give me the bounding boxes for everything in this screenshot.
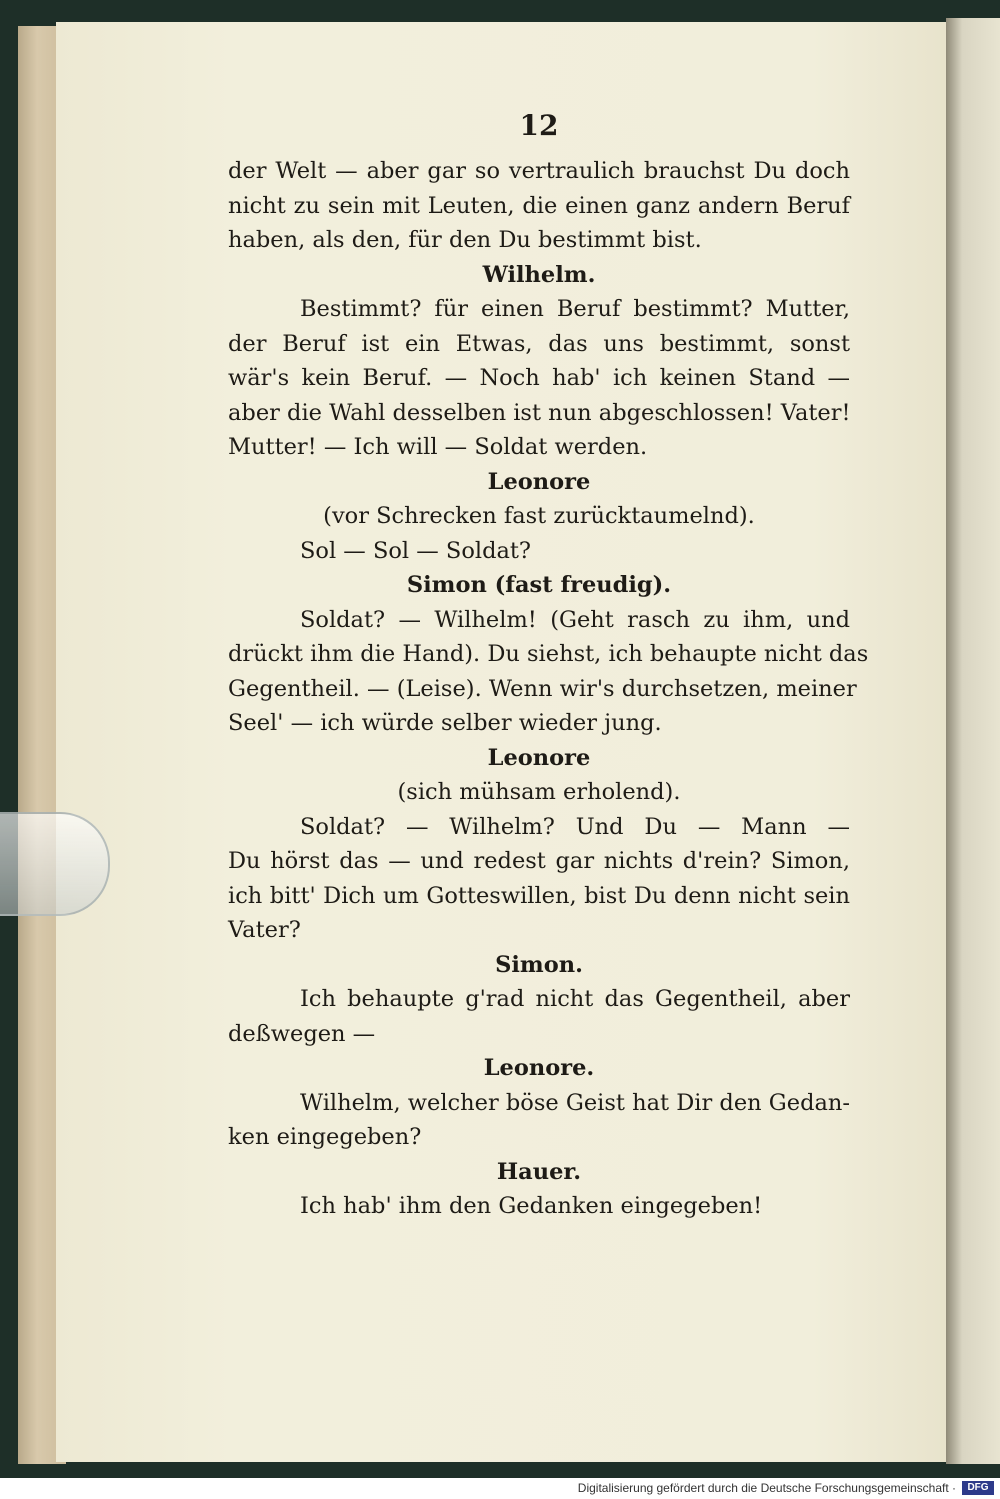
text-lines: [228, 154, 869, 1224]
text-line: Gegentheil. — (Leise). Wenn wir's durchsetzen, meiner: [228, 675, 857, 702]
text-line: Ich hab' ihm den Gedanken eingegeben!: [300, 1193, 763, 1219]
text-line: Soldat? — Wilhelm? Und Du — Mann —: [300, 813, 850, 840]
text-line: ich bitt' Dich um Gotteswillen, bist Du denn nicht sein: [228, 882, 850, 909]
text-line: Soldat? — Wilhelm! (Geht rasch zu ihm, und: [300, 606, 850, 633]
text-line: ken eingegeben?: [228, 1124, 422, 1150]
funding-credit: Digitalisierung gefördert durch die Deutsche Forschungsgemeinschaft ·: [577, 1481, 956, 1495]
text-line: Mutter! — Ich will — Soldat werden.: [228, 434, 648, 460]
text-line: aber die Wahl desselben ist nun abgeschlossen! Vater!: [228, 399, 851, 426]
dfg-logo-icon: DFG: [962, 1481, 994, 1495]
page-number: 12: [519, 109, 559, 142]
page-text: [228, 98, 869, 1224]
stage-direction: (vor Schrecken fast zurücktaumelnd).: [323, 503, 755, 529]
text-line: haben, als den, für den Du bestimmt bist.: [228, 227, 702, 253]
text-line: wär's kein Beruf. — Noch hab' ich keinen Stand —: [228, 365, 850, 391]
text-line: der Beruf ist ein Etwas, das uns bestimmt, sonst: [228, 330, 850, 357]
stage-direction: (sich mühsam erholend).: [397, 779, 681, 805]
text-line: Seel' — ich würde selber wieder jung.: [228, 710, 662, 736]
speaker-name: Leonore: [487, 744, 591, 771]
text-line: deßwegen —: [228, 1020, 376, 1047]
speaker-name: Leonore: [487, 468, 591, 495]
text-line: der Welt — aber gar so vertraulich brauchst Du doch: [228, 158, 850, 184]
speaker-name: Wilhelm.: [482, 261, 596, 288]
speaker-name: Simon (fast freudig).: [406, 572, 672, 598]
text-line: nicht zu sein mit Leuten, die einen ganz andern Beruf: [228, 192, 850, 219]
text-line: Vater?: [228, 917, 301, 943]
text-line: Bestimmt? für einen Beruf bestimmt? Mutter,: [300, 296, 850, 322]
text-line: Wilhelm, welcher böse Geist hat Dir den Gedan-: [300, 1089, 850, 1116]
footer-bar: [0, 1478, 1000, 1499]
page-clip: [0, 812, 110, 916]
speaker-name: Simon.: [495, 951, 583, 978]
text-line: Sol — Sol — Soldat?: [300, 537, 531, 564]
speaker-name: Leonore.: [483, 1055, 595, 1081]
facing-page-edge: [946, 18, 1000, 1464]
text-line: Ich behaupte g'rad nicht das Gegentheil, aber: [300, 986, 850, 1012]
text-line: drückt ihm die Hand). Du siehst, ich behaupte nicht das: [228, 641, 869, 667]
text-line: Du hörst das — und redest gar nichts d'rein? Simon,: [228, 848, 850, 874]
speaker-name: Hauer.: [496, 1158, 582, 1185]
